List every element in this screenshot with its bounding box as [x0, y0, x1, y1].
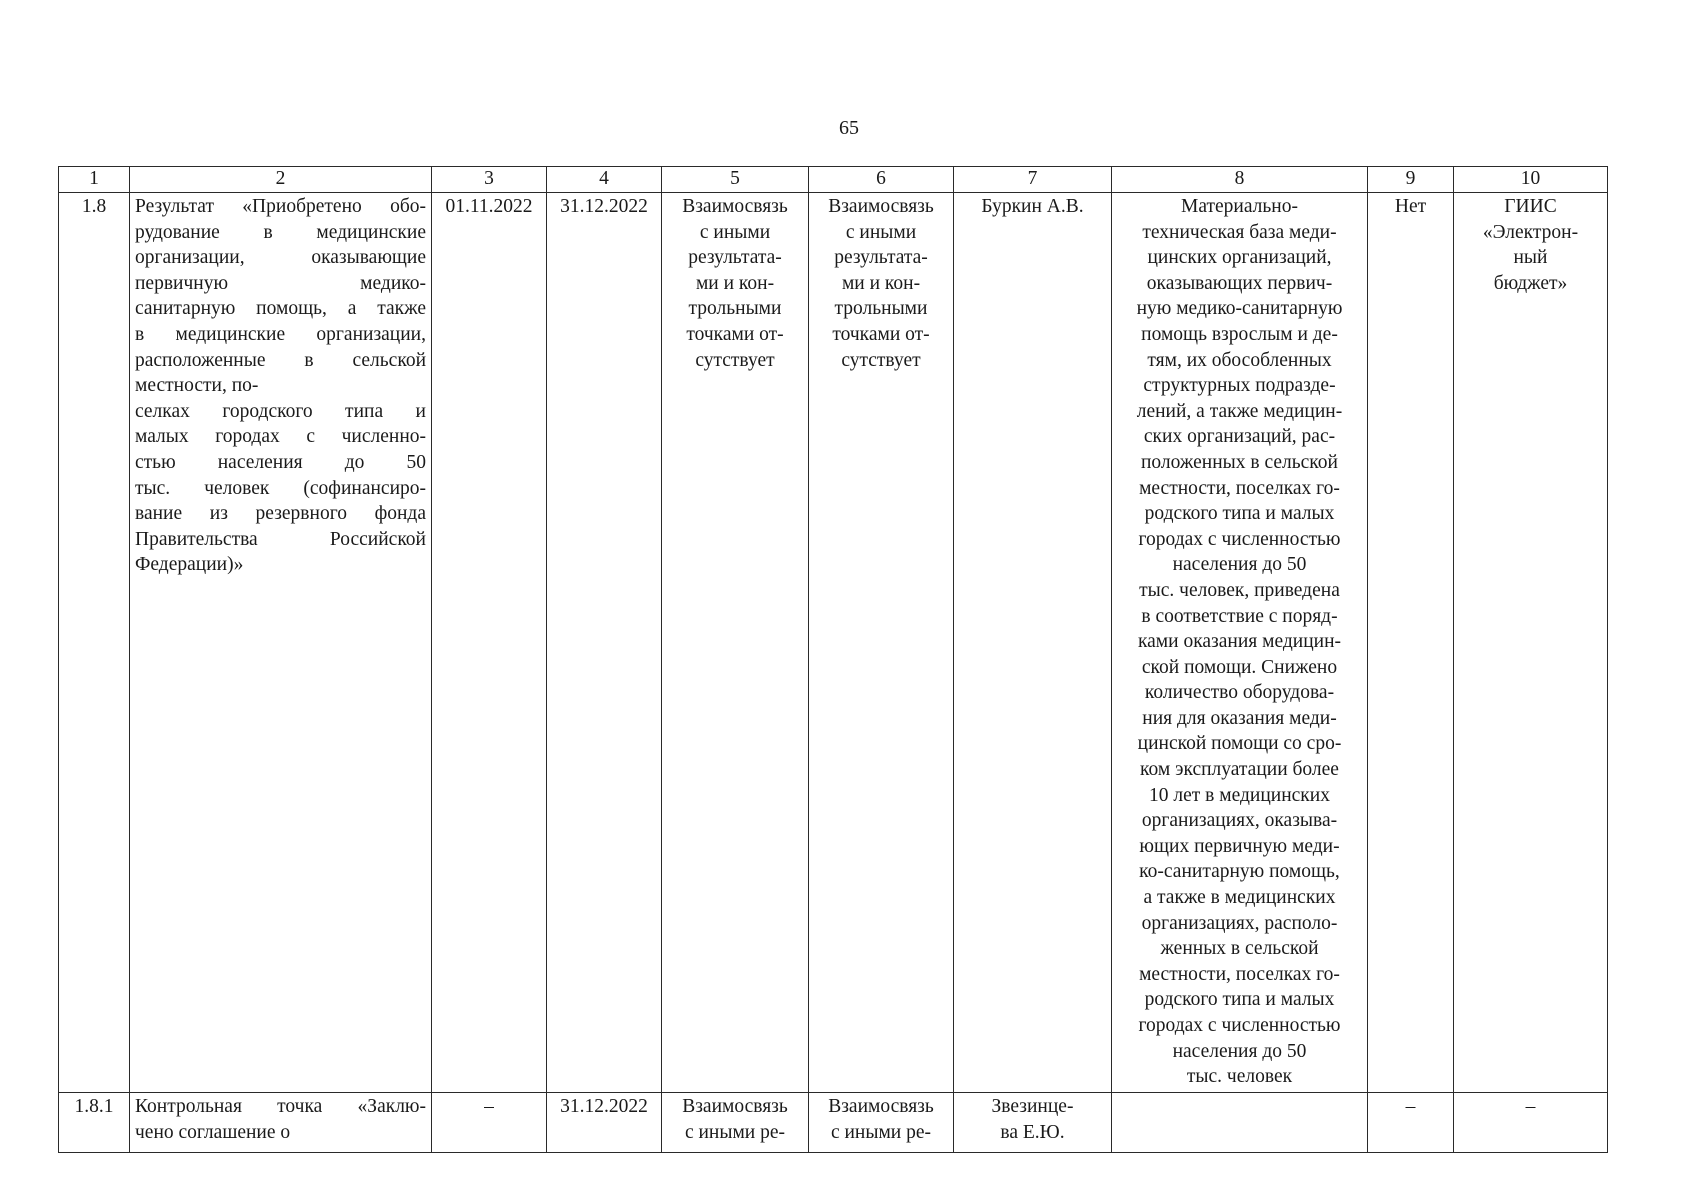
- predecessors: Взаимосвязь с иными результата- ми и кон- трольными точками от- сутствует: [662, 193, 809, 1093]
- title-line: Контрольная точка «Заклю-: [135, 1096, 426, 1117]
- table-row: [59, 1093, 1608, 1153]
- responsible-person: Звезинце- ва Е.Ю.: [954, 1093, 1112, 1153]
- responsible-person: Буркин А.В.: [954, 193, 1112, 1093]
- title-line: малых городах с численно-: [135, 426, 426, 448]
- row-number: 1.8.1: [59, 1093, 130, 1153]
- title-line: расположенные в сельской: [135, 349, 426, 371]
- start-date: –: [432, 1093, 547, 1153]
- title-line: первичную медико-: [135, 272, 426, 294]
- plan-table: [58, 166, 1608, 1153]
- column-number: 7: [954, 167, 1112, 193]
- column-number: 1: [59, 167, 130, 193]
- title-line: Результат «Приобретено обо-: [135, 196, 426, 217]
- title-line: селках городского типа и: [135, 400, 426, 422]
- column-number: 8: [1112, 167, 1368, 193]
- flag-value: Нет: [1368, 193, 1454, 1093]
- title-line: рудование в медицинские: [135, 221, 426, 243]
- successors: Взаимосвязь с иными результата- ми и кон- трольными точками от- сутствует: [809, 193, 954, 1093]
- title-line: местности, по-: [135, 375, 259, 397]
- info-system: –: [1454, 1093, 1608, 1153]
- info-system: ГИИС «Электрон- ный бюджет»: [1454, 193, 1608, 1093]
- title-line: чено соглашение о: [135, 1121, 291, 1143]
- title-line: стью населения до 50: [135, 451, 426, 473]
- title-line: тыс. человек (софинансиро-: [135, 477, 426, 499]
- result-description: Материально- техническая база меди- цинских организаций, оказывающих первич- ную медико-санитарную помощь взрослым и де- тям, их обособленных структурных подразде- лений, а также медицин- ских организаций, рас- положенных в сельской местности, поселках го- родского типа и малых городах с численностью населения до 50 тыс. человек, приведена в соответствие с поряд- ками оказания медицин- ской помощи. Снижено количество оборудова- ния для оказания меди- цинской помощи со сро- ком эксплуатации более 10 лет в медицинских организациях, оказыва- ющих первичную меди- ко-санитарную помощь, а также в медицинских организациях, располо- женных в сельской местности, поселках го- родского типа и малых городах с численностью населения до 50 тыс. человек: [1112, 193, 1368, 1093]
- title-line: Правительства Российской: [135, 528, 426, 550]
- title-line: санитарную помощь, а также: [135, 298, 426, 320]
- column-number-row: [59, 167, 1608, 193]
- title-line: вание из резервного фонда: [135, 503, 426, 525]
- column-number: 2: [130, 167, 432, 193]
- title-line: организации, оказывающие: [135, 247, 426, 269]
- title-line: в медицинские организации,: [135, 323, 426, 345]
- row-title: [130, 193, 432, 1093]
- column-number: 4: [547, 167, 662, 193]
- table-row: [59, 193, 1608, 1093]
- successors: Взаимосвязь с иными ре-: [809, 1093, 954, 1153]
- row-title: [130, 1093, 432, 1153]
- column-number: 10: [1454, 167, 1608, 193]
- flag-value: –: [1368, 1093, 1454, 1153]
- end-date: 31.12.2022: [547, 1093, 662, 1153]
- title-line: Федерации)»: [135, 554, 244, 576]
- start-date: 01.11.2022: [432, 193, 547, 1093]
- result-description: [1112, 1093, 1368, 1153]
- column-number: 6: [809, 167, 954, 193]
- end-date: 31.12.2022: [547, 193, 662, 1093]
- predecessors: Взаимосвязь с иными ре-: [662, 1093, 809, 1153]
- column-number: 3: [432, 167, 547, 193]
- column-number: 9: [1368, 167, 1454, 193]
- page-number: 65: [839, 117, 859, 139]
- column-number: 5: [662, 167, 809, 193]
- row-number: 1.8: [59, 193, 130, 1093]
